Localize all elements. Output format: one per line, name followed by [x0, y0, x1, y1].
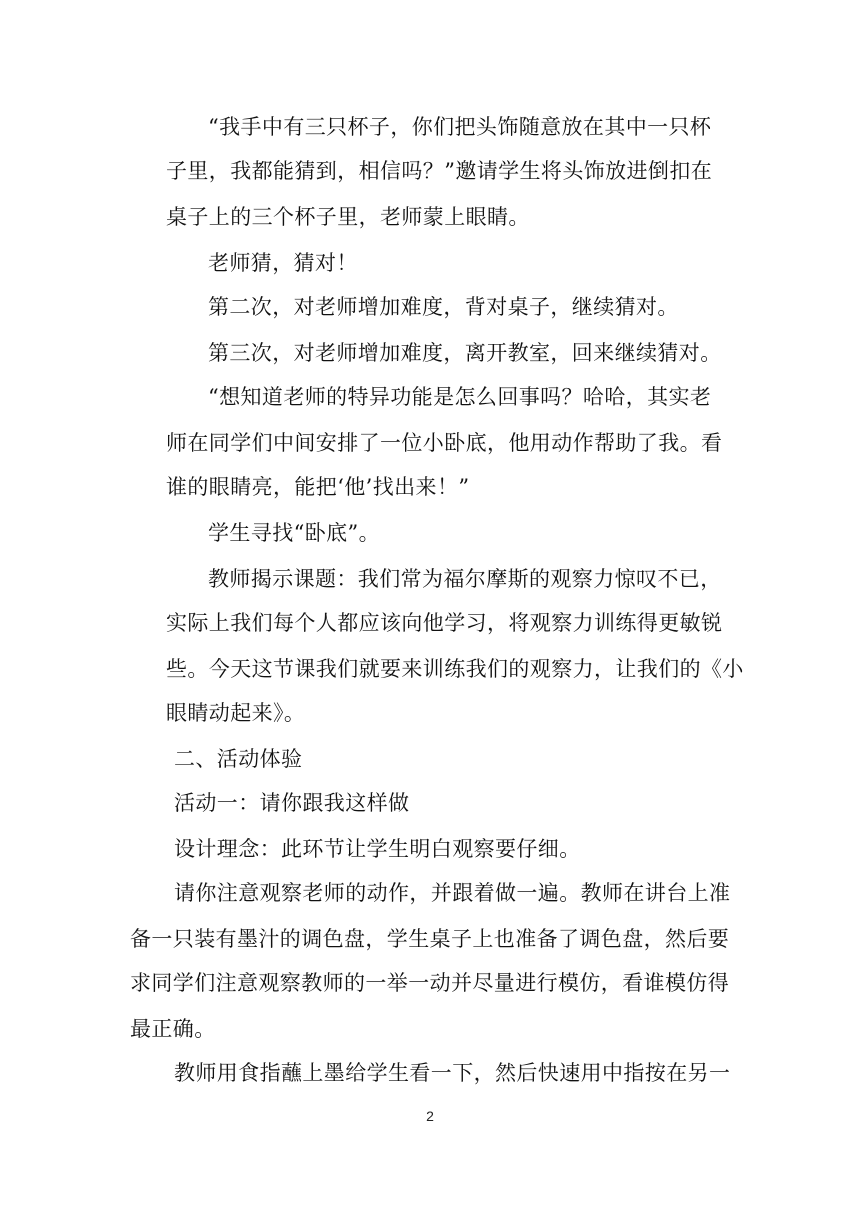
paragraph-line: 谁的眼睛亮，能把‘他’找出来！” — [166, 475, 470, 499]
paragraph-line: 桌子上的三个杯子里，老师蒙上眼睛。 — [166, 205, 530, 229]
paragraph-line: 些。今天这节课我们就要来训练我们的观察力，让我们的《小 — [166, 657, 744, 681]
design-concept-line: 设计理念：此环节让学生明白观察要仔细。 — [174, 837, 581, 861]
paragraph-line: 教师揭示课题：我们常为福尔摩斯的观察力惊叹不已， — [208, 567, 722, 591]
paragraph-line: “想知道老师的特异功能是怎么回事吗？哈哈，其实老 — [208, 385, 712, 409]
paragraph-line: 师在同学们中间安排了一位小卧底，他用动作帮助了我。看 — [166, 431, 723, 455]
paragraph-line: 眼睛动起来》。 — [166, 701, 306, 725]
page-number: 2 — [426, 1108, 434, 1124]
paragraph-line: 第三次，对老师增加难度，离开教室，回来继续猜对。 — [208, 341, 722, 365]
paragraph-line: 请你注意观察老师的动作，并跟着做一遍。教师在讲台上准 — [174, 881, 731, 905]
paragraph-line: 备一只装有墨汁的调色盘，学生桌子上也准备了调色盘，然后要 — [130, 927, 730, 951]
paragraph-line: “我手中有三只杯子，你们把头饰随意放在其中一只杯 — [208, 115, 712, 139]
paragraph-line: 第二次，对老师增加难度，背对桌子，继续猜对。 — [208, 295, 679, 319]
paragraph-line: 最正确。 — [130, 1017, 216, 1041]
paragraph-line: 子里，我都能猜到，相信吗？”邀请学生将头饰放进倒扣在 — [166, 159, 713, 183]
paragraph-line: 求同学们注意观察教师的一举一动并尽量进行模仿，看谁模仿得 — [130, 971, 730, 995]
paragraph-line: 老师猜，猜对！ — [208, 251, 358, 275]
section-heading: 二、活动体验 — [174, 747, 303, 771]
paragraph-line: 学生寻找“卧底”。 — [208, 521, 381, 545]
paragraph-line: 教师用食指蘸上墨给学生看一下，然后快速用中指按在另一 — [174, 1061, 731, 1085]
activity-heading: 活动一：请你跟我这样做 — [174, 791, 410, 815]
paragraph-line: 实际上我们每个人都应该向他学习，将观察力训练得更敏锐 — [166, 611, 723, 635]
